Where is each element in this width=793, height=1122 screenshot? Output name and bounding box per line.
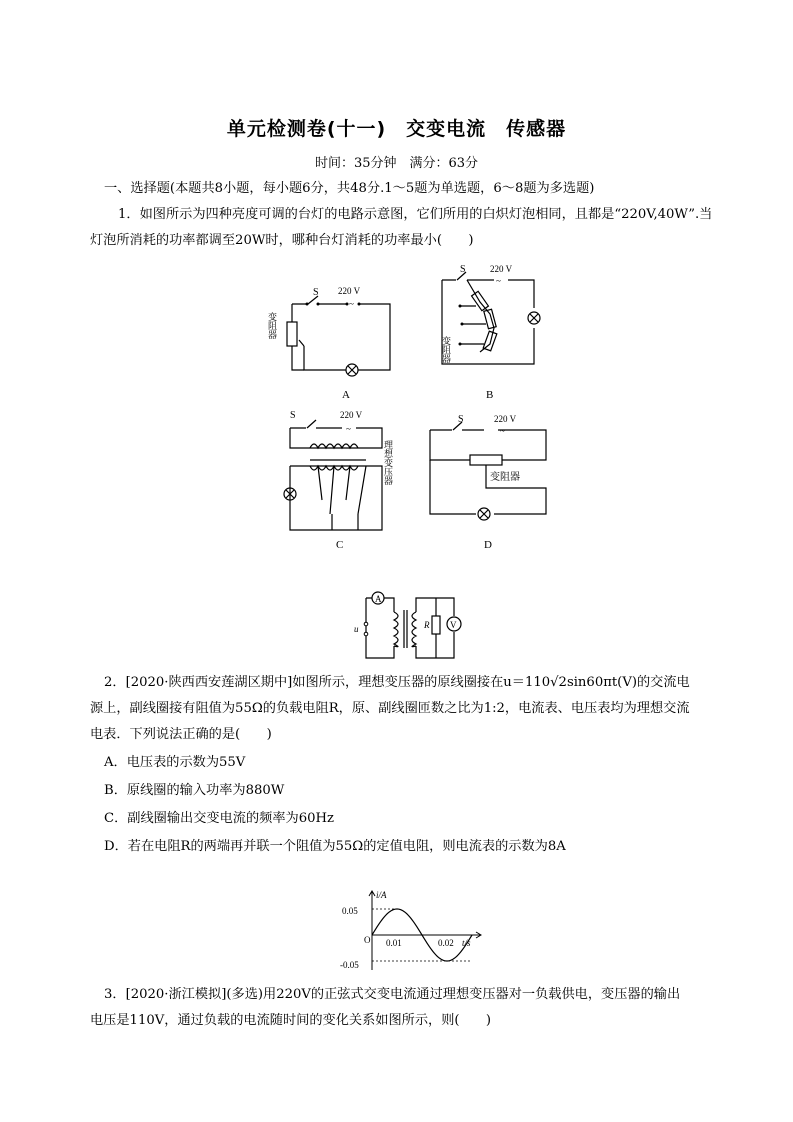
q2-line2: 源上，副线圈接有阻值为55Ω的负载电阻R，原、副线圈匝数之比为1:2，电流表、电压表均为理想交流 (90, 701, 690, 716)
y-tick-label-max: 0.05 (342, 906, 358, 916)
transformer-circuit-figure (352, 586, 470, 664)
ammeter-label: A (375, 594, 382, 604)
resistor-label: R (424, 620, 430, 630)
q1-line2: 灯泡所消耗的功率都调至20W时，哪种台灯消耗的功率最小( ) (90, 233, 474, 248)
label-b: B (486, 389, 494, 401)
circuit-c-switch: S (290, 410, 296, 421)
section-heading: 一、选择题(本题共8小题，每小题6分，共48分.1～5题为单选题，6～8题为多选题) (104, 181, 595, 196)
circuit-d-rheostat-label: 变阻器 (490, 472, 520, 483)
q2-option-a: A．电压表的示数为55V (104, 755, 246, 770)
q3-line1: 3．[2020·浙江模拟](多选)用220V的正弦式交变电流通过理想变压器对一负载供电，变压器的输出 (104, 987, 681, 1002)
x-tick-label-1: 0.01 (386, 938, 402, 948)
circuit-c-transformer-label: 理想变压器 (383, 440, 393, 485)
circuit-c (284, 410, 382, 551)
circuit-b-rheostat-label: 变阻器 (441, 336, 451, 363)
circuit-a-switch: S (313, 287, 319, 298)
q2-line1: 2．[2020·陕西西安莲湖区期中]如图所示，理想变压器的原线圈接在u＝110√2sin60πt(V)的交流电 (104, 675, 690, 690)
circuit-b-voltage: 220 V (490, 264, 513, 274)
y-axis-label: i/A (376, 890, 387, 900)
circuit-b-ac: ~ (496, 276, 501, 286)
page-title: 单元检测卷(十一) 交变电流 传感器 (226, 118, 567, 140)
circuit-a-ac: ~ (349, 299, 354, 309)
q2-option-b: B．原线圈的输入功率为880W (104, 783, 285, 798)
circuit-a-rheostat-label: 变阻器 (267, 312, 277, 339)
q2-line3: 电表．下列说法正确的是( ) (90, 727, 272, 742)
x-axis-label: t/s (462, 938, 471, 948)
circuit-d (430, 414, 546, 551)
label-a: A (342, 389, 350, 401)
lamp-circuits-figure (262, 252, 562, 552)
circuit-a (287, 286, 390, 401)
q1-line1: 1．如图所示为四种亮度可调的台灯的电路示意图，它们所用的白炽灯泡相同，且都是“220V,40W”.当 (118, 207, 713, 222)
current-time-chart (340, 888, 490, 972)
voltmeter-label: V (450, 620, 457, 630)
origin-label: O (364, 935, 371, 945)
circuit-d-switch: S (458, 414, 464, 425)
q2-option-c: C．副线圈输出交变电流的频率为60Hz (104, 811, 334, 826)
circuit-b-switch: S (460, 264, 466, 275)
q3-line2: 电压是110V，通过负载的电流随时间的变化关系如图所示，则( ) (90, 1013, 492, 1028)
label-c: C (336, 539, 344, 551)
label-d: D (484, 539, 492, 551)
circuit-a-voltage: 220 V (338, 286, 361, 296)
circuit-c-voltage: 220 V (340, 410, 363, 420)
circuit-d-ac: ~ (500, 426, 505, 436)
source-label: u (354, 624, 359, 634)
y-tick-label-min: -0.05 (340, 960, 359, 970)
q2-option-d: D．若在电阻R的两端再并联一个阻值为55Ω的定值电阻，则电流表的示数为8A (104, 839, 566, 854)
circuit-b (442, 264, 540, 401)
x-tick-label-2: 0.02 (438, 938, 454, 948)
circuit-d-voltage: 220 V (494, 414, 517, 424)
exam-info: 时间：35分钟 满分：63分 (314, 156, 479, 171)
circuit-c-ac: ~ (346, 424, 351, 434)
